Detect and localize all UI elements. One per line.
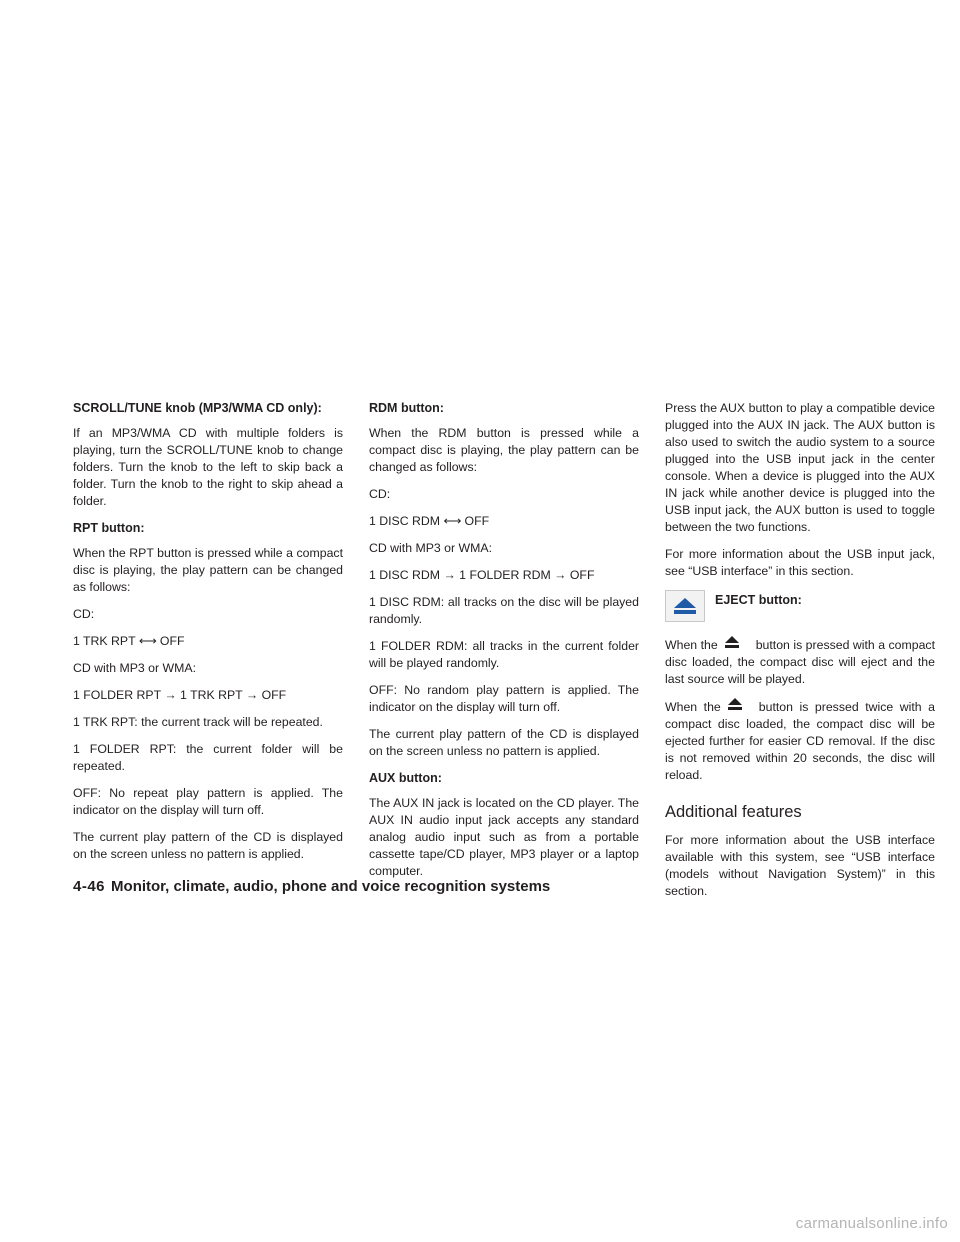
rdm-mp3-label: CD with MP3 or WMA: (369, 541, 492, 555)
column-left (73, 400, 343, 873)
rdm-disc-desc: 1 DISC RDM: all tracks on the disc will be played randomly. (369, 595, 639, 626)
eject-icon (665, 590, 705, 622)
column-right (665, 400, 935, 910)
aux-press-text: Press the AUX button to play a compatible device plugged into the AUX IN jack. The AUX button is also used to switch the audio system to a source plugged into the USB input jack in the center console. When a device is plugged into the AUX IN jack while another device is plugged into the USB input jack, the AUX button is used to toggle between the two functions. (665, 401, 935, 534)
additional-features-text: For more information about the USB interface available with this system, see “USB interface (models without Navigation System)” in this section. (665, 833, 935, 898)
scroll-tune-text: If an MP3/WMA CD with multiple folders is playing, turn the SCROLL/TUNE knob to change folders. Turn the knob to the left to skip back a folder. Turn the knob to the right to skip ahead a folder. (73, 426, 343, 508)
rpt-mp3-label: CD with MP3 or WMA: (73, 661, 196, 675)
rpt-heading: RPT button: (73, 521, 145, 535)
eject-para-2 (665, 698, 935, 784)
eject-para-1-post: button is pressed with a compact disc loaded, the compact disc will eject and the last source will be played. (665, 638, 935, 686)
eject-para-2-post: button is pressed twice with a compact disc loaded, the compact disc will be ejected further for easier CD removal. If the disc is not removed within 20 seconds, the disc will reload. (665, 700, 935, 782)
section-title: Monitor, climate, audio, phone and voice recognition systems (111, 878, 551, 895)
page-number: 4-46 (73, 878, 106, 895)
rdm-heading: RDM button: (369, 401, 444, 415)
rpt-mp3-pattern: 1 FOLDER RPT → 1 TRK RPT → OFF (73, 688, 287, 702)
rdm-folder-desc: 1 FOLDER RDM: all tracks in the current folder will be played randomly. (369, 639, 639, 670)
rpt-trk-desc: 1 TRK RPT: the current track will be repeated. (73, 715, 323, 729)
rpt-folder-desc: 1 FOLDER RPT: the current folder will be repeated. (73, 742, 343, 773)
aux-heading: AUX button: (369, 771, 442, 785)
page-footer (73, 877, 550, 897)
scroll-tune-heading: SCROLL/TUNE knob (MP3/WMA CD only): (73, 401, 322, 415)
rdm-mp3-pattern: 1 DISC RDM → 1 FOLDER RDM → OFF (369, 568, 595, 582)
eject-para-1-pre: When the (665, 638, 718, 652)
rpt-cd-pattern: 1 TRK RPT ⟷ OFF (73, 634, 185, 648)
additional-features-heading: Additional features (665, 803, 802, 821)
rdm-cd-label: CD: (369, 487, 391, 501)
eject-icon (722, 636, 742, 648)
eject-para-1 (665, 636, 935, 688)
rpt-off-desc: OFF: No repeat play pattern is applied. The indicator on the display will turn off. (73, 786, 343, 817)
eject-heading: EJECT button: (715, 593, 802, 607)
rpt-intro: When the RPT button is pressed while a compact disc is playing, the play pattern can be changed as follows: (73, 546, 343, 594)
rdm-intro: When the RDM button is pressed while a compact disc is playing, the play pattern can be changed as follows: (369, 426, 639, 474)
usb-reference: For more information about the USB input jack, see “USB interface” in this section. (665, 547, 935, 578)
rdm-cd-pattern: 1 DISC RDM ⟷ OFF (369, 514, 490, 528)
eject-icon (725, 698, 745, 710)
rpt-current: The current play pattern of the CD is displayed on the screen unless no pattern is applied. (73, 830, 343, 861)
rdm-off-desc: OFF: No random play pattern is applied. The indicator on the display will turn off. (369, 683, 639, 714)
eject-para-2-pre: When the (665, 700, 721, 714)
column-middle (369, 400, 639, 890)
aux-text: The AUX IN jack is located on the CD player. The AUX IN audio input jack accepts any standard analog audio input such as from a portable cassette tape/CD player, MP3 player or a laptop computer. (369, 796, 639, 878)
rdm-current: The current play pattern of the CD is displayed on the screen unless no pattern is applied. (369, 727, 639, 758)
eject-heading-row (665, 590, 935, 622)
watermark: carmanualsonline.info (795, 1215, 948, 1232)
rpt-cd-label: CD: (73, 607, 95, 621)
